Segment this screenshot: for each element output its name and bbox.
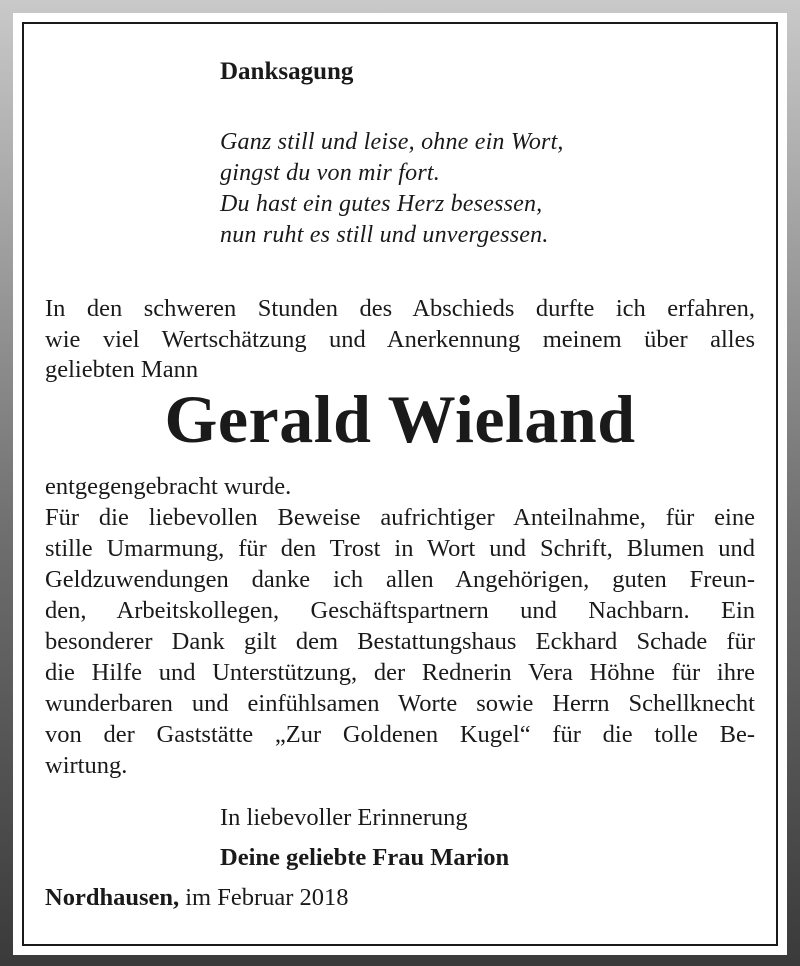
intro-line: geliebten Mann — [45, 356, 199, 383]
body-line: von der Gaststätte „Zur Goldenen Kugel“ für die tolle Be- — [45, 721, 755, 748]
signature: Deine geliebte Frau Marion — [220, 844, 510, 871]
heading: Danksagung — [220, 58, 354, 85]
poem-line: nun ruht es still und unvergessen. — [220, 222, 549, 248]
deceased-name: Gerald Wieland — [164, 381, 636, 457]
body-line: Geldzuwendungen danke ich allen Angehörigen, guten Freun- — [45, 566, 755, 593]
poem-line: Du hast ein gutes Herz besessen, — [220, 191, 543, 217]
body-line: wirtung. — [45, 752, 128, 779]
body-line: Für die liebevollen Beweise aufrichtiger Anteilnahme, für eine — [45, 504, 755, 531]
poem-line: gingst du von mir fort. — [220, 160, 440, 186]
date: im Februar 2018 — [185, 884, 349, 911]
closing-line: In liebevoller Erinnerung — [220, 804, 468, 831]
intro-line: In den schweren Stunden des Abschieds durfte ich erfahren, — [45, 295, 755, 322]
body-line: die Hilfe und Unterstützung, der Rednerin Vera Höhne für ihre — [45, 659, 755, 686]
poem-line: Ganz still und leise, ohne ein Wort, — [220, 129, 564, 155]
place: Nordhausen, — [45, 884, 180, 911]
body-line: wunderbaren und einfühlsamen Worte sowie Herrn Schellknecht — [45, 690, 755, 717]
notice-page — [13, 13, 787, 955]
intro-line: wie viel Wertschätzung und Anerkennung meinem über alles — [45, 326, 755, 353]
body-line: entgegengebracht wurde. — [45, 473, 292, 500]
place-date — [45, 886, 349, 911]
body-line: besonderer Dank gilt dem Bestattungshaus Eckhard Schade für — [45, 628, 755, 655]
body-line: stille Umarmung, für den Trost in Wort und Schrift, Blumen und — [45, 535, 755, 562]
body-line: den, Arbeitskollegen, Geschäftspartnern und Nachbarn. Ein — [45, 597, 755, 624]
